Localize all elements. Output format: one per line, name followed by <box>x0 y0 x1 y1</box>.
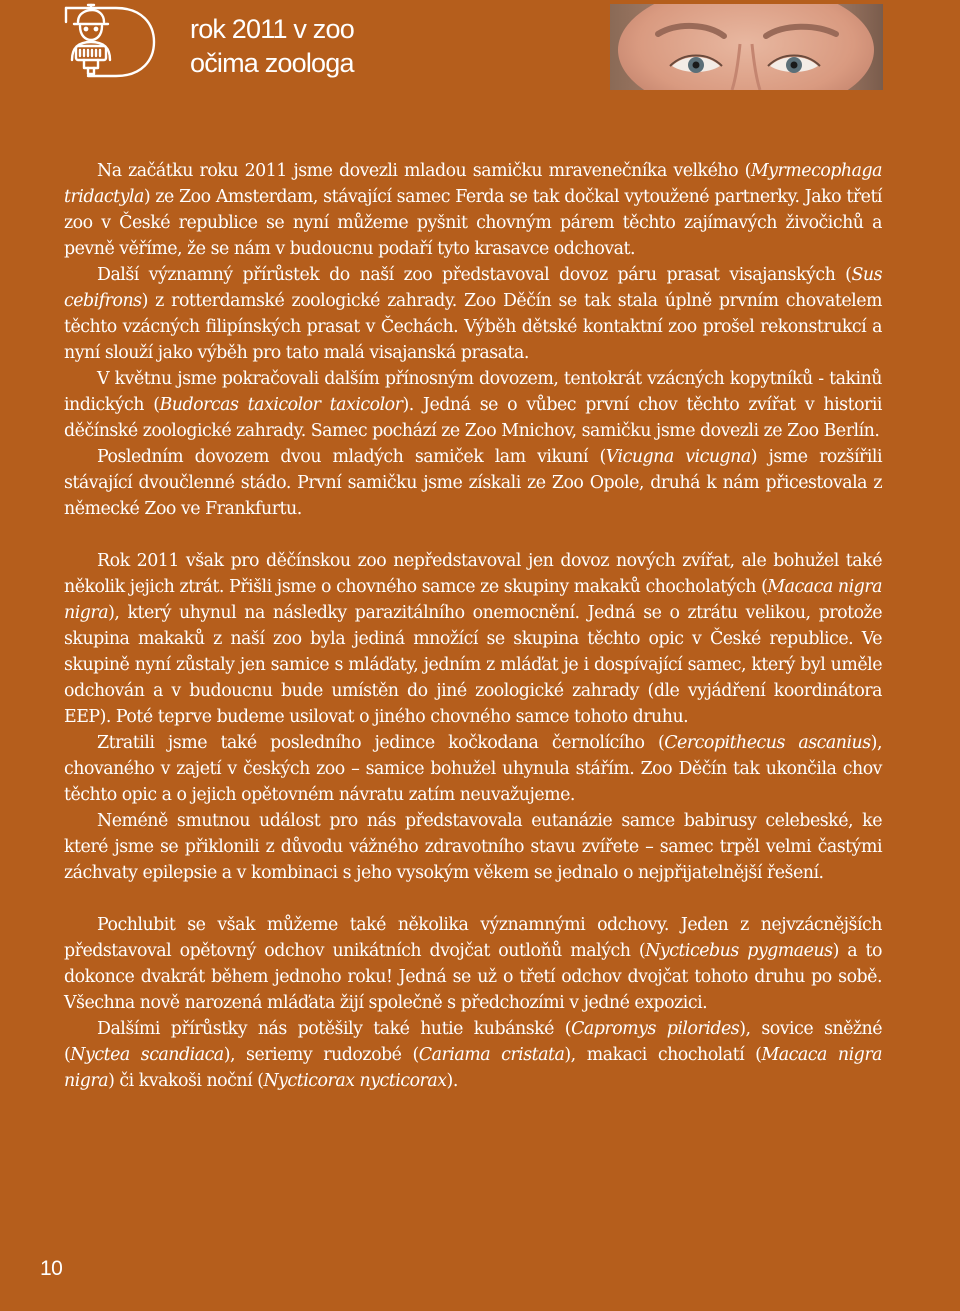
paragraph <box>64 158 882 262</box>
paragraph <box>64 912 882 1016</box>
title-line-2: očima zoologa <box>190 48 354 78</box>
paragraph <box>64 1016 882 1094</box>
paragraph-text: ) ze Zoo Amsterdam, stávající samec Ferda se tak dočkal vytoužené partnerky. Jako třetí zoo v České republice se nyní můžeme pyšnit chovným párem těchto zajímavých živočichů a pevně věříme, že se nám v budoucnu podaří tyto krasavce odchovat. <box>64 187 882 259</box>
paragraph-text: ), který uhynul na následky parazitálního onemocnění. Jedná se o ztrátu velikou, protože skupina makaků z naší zoo byla jediná množící se skupina těchto opic v České republice. Ve skupině nyní zůstaly jen samice s mláďaty, jedním z mláďat je i dospívající samec, který byl uměle odchován a v budoucnu bude umístěn do jiné zoologické zahrady (dle vyjádření koordinátora EEP). Poté teprve budeme usilovat o jiného chovného samce tohoto druhu. <box>64 603 882 727</box>
paragraph <box>64 366 882 444</box>
paragraph-text: ), sovice sněžné ( <box>64 1019 883 1065</box>
species-name: Sus cebifrons <box>64 265 882 311</box>
paragraph-text: Pochlubit se však můžeme také několika významnými odchovy. Jeden z nejvzácnějších představoval opětovný odchov unikátních dvojčat outloňů malých ( <box>64 915 882 961</box>
paragraph-text: ) jsme rozšířili stávající dvoučlenné stádo. První samičku jsme získali ze Zoo Opole, druhá k nám přicestovala z německé Zoo ve Frankfurtu. <box>64 447 883 519</box>
article-body <box>64 158 882 1094</box>
paragraph <box>64 262 882 366</box>
paragraph-text: Další významný přírůstek do naší zoo představoval dovoz páru prasat visajanských ( <box>97 265 852 285</box>
page-title <box>190 12 354 80</box>
species-name: Cariama cristata <box>418 1045 565 1065</box>
species-name: Nycticorax nycticorax <box>263 1071 447 1091</box>
paragraph <box>64 548 882 730</box>
paragraph-text: ). Jedná se o vůbec první chov těchto zvířat v historii děčínské zoologické zahrady. Samec pochází ze Zoo Mnichov, samičku jsme dovezli ze Zoo Berlín. <box>64 395 882 441</box>
species-name: Macaca nigra nigra <box>64 1045 882 1091</box>
paragraph-text: Na začátku roku 2011 jsme dovezli mladou samičku mravenečníka velkého ( <box>97 161 751 181</box>
paragraph-text: ) a to dokonce dvakrát během jednoho roku! Jedná se už o třetí odchov dvojčat tohoto druhu po sobě. Všechna nově narozená mláďata žijí společně s předchozími v jedné expozici. <box>64 941 882 1013</box>
paragraph-text: ). <box>446 1071 458 1091</box>
paragraph-text: ), makaci chocholatí ( <box>564 1045 762 1065</box>
paragraph-gap <box>64 522 882 548</box>
paragraph-text: V květnu jsme pokračovali dalším přínosným dovozem, tentokrát vzácných kopytníků - takinů indických ( <box>64 369 882 415</box>
title-line-1: rok 2011 v zoo <box>190 14 354 44</box>
paragraph-text: Neméně smutnou událost pro nás představovala eutanázie samce babirusy celebeské, ke které jsme se přiklonili z důvodu vážného zdravotního stavu zvířete – samec trpěl velmi častými záchvaty epilepsie a v kombinaci s jeho vysokým věkem se jednalo o nejpřijatelnější řešení. <box>64 811 882 883</box>
paragraph-text: ), seriemy rudozobé ( <box>223 1045 419 1065</box>
paragraph-text: Ztratili jsme také posledního jedince kočkodana černolícího ( <box>97 733 665 753</box>
species-name: Capromys pilorides <box>571 1019 740 1039</box>
species-name: Myrmecophaga tridactyla <box>64 161 882 207</box>
paragraph-text: ) z rotterdamské zoologické zahrady. Zoo Děčín se tak stala úplně prvním chovatelem těchto vzácných filipínských prasat v Čechách. Výběh dětské kontaktní zoo prošel rekonstrukcí a nyní slouží jako výběh pro tato malá visajanská prasata. <box>64 291 882 363</box>
zoologist-photo <box>610 4 883 90</box>
paragraph-text: Dalšími přírůstky nás potěšily také hutie kubánské ( <box>97 1019 572 1039</box>
species-name: Vicugna vicugna <box>605 447 751 467</box>
zoologist-badge-icon <box>58 2 158 80</box>
species-name: Nyctea scandiaca <box>70 1045 224 1065</box>
paragraph-text: Rok 2011 však pro děčínskou zoo nepředstavoval jen dovoz nových zvířat, ale bohužel také několik jejich ztrát. Přišli jsme o chovného samce ze skupiny makaků chocholatých ( <box>64 551 882 597</box>
paragraph-gap <box>64 886 882 912</box>
paragraph <box>64 730 882 808</box>
page-number: 10 <box>40 1257 63 1280</box>
species-name: Cercopithecus ascanius <box>664 733 871 753</box>
species-name: Nycticebus pygmaeus <box>645 941 833 961</box>
species-name: Macaca nigra nigra <box>64 577 882 623</box>
paragraph-text: ), chovaného v zajetí v českých zoo – samice bohužel uhynula stářím. Zoo Děčín tak ukončila chov těchto opic a o jejich opětovném návratu zatím neuvažujeme. <box>64 733 882 805</box>
paragraph <box>64 444 882 522</box>
paragraph-text: ) či kvakoši noční ( <box>108 1071 264 1091</box>
paragraph <box>64 808 882 886</box>
species-name: Budorcas taxicolor taxicolor <box>159 395 403 415</box>
paragraph-text: Posledním dovozem dvou mladých samiček lam vikuní ( <box>97 447 606 467</box>
